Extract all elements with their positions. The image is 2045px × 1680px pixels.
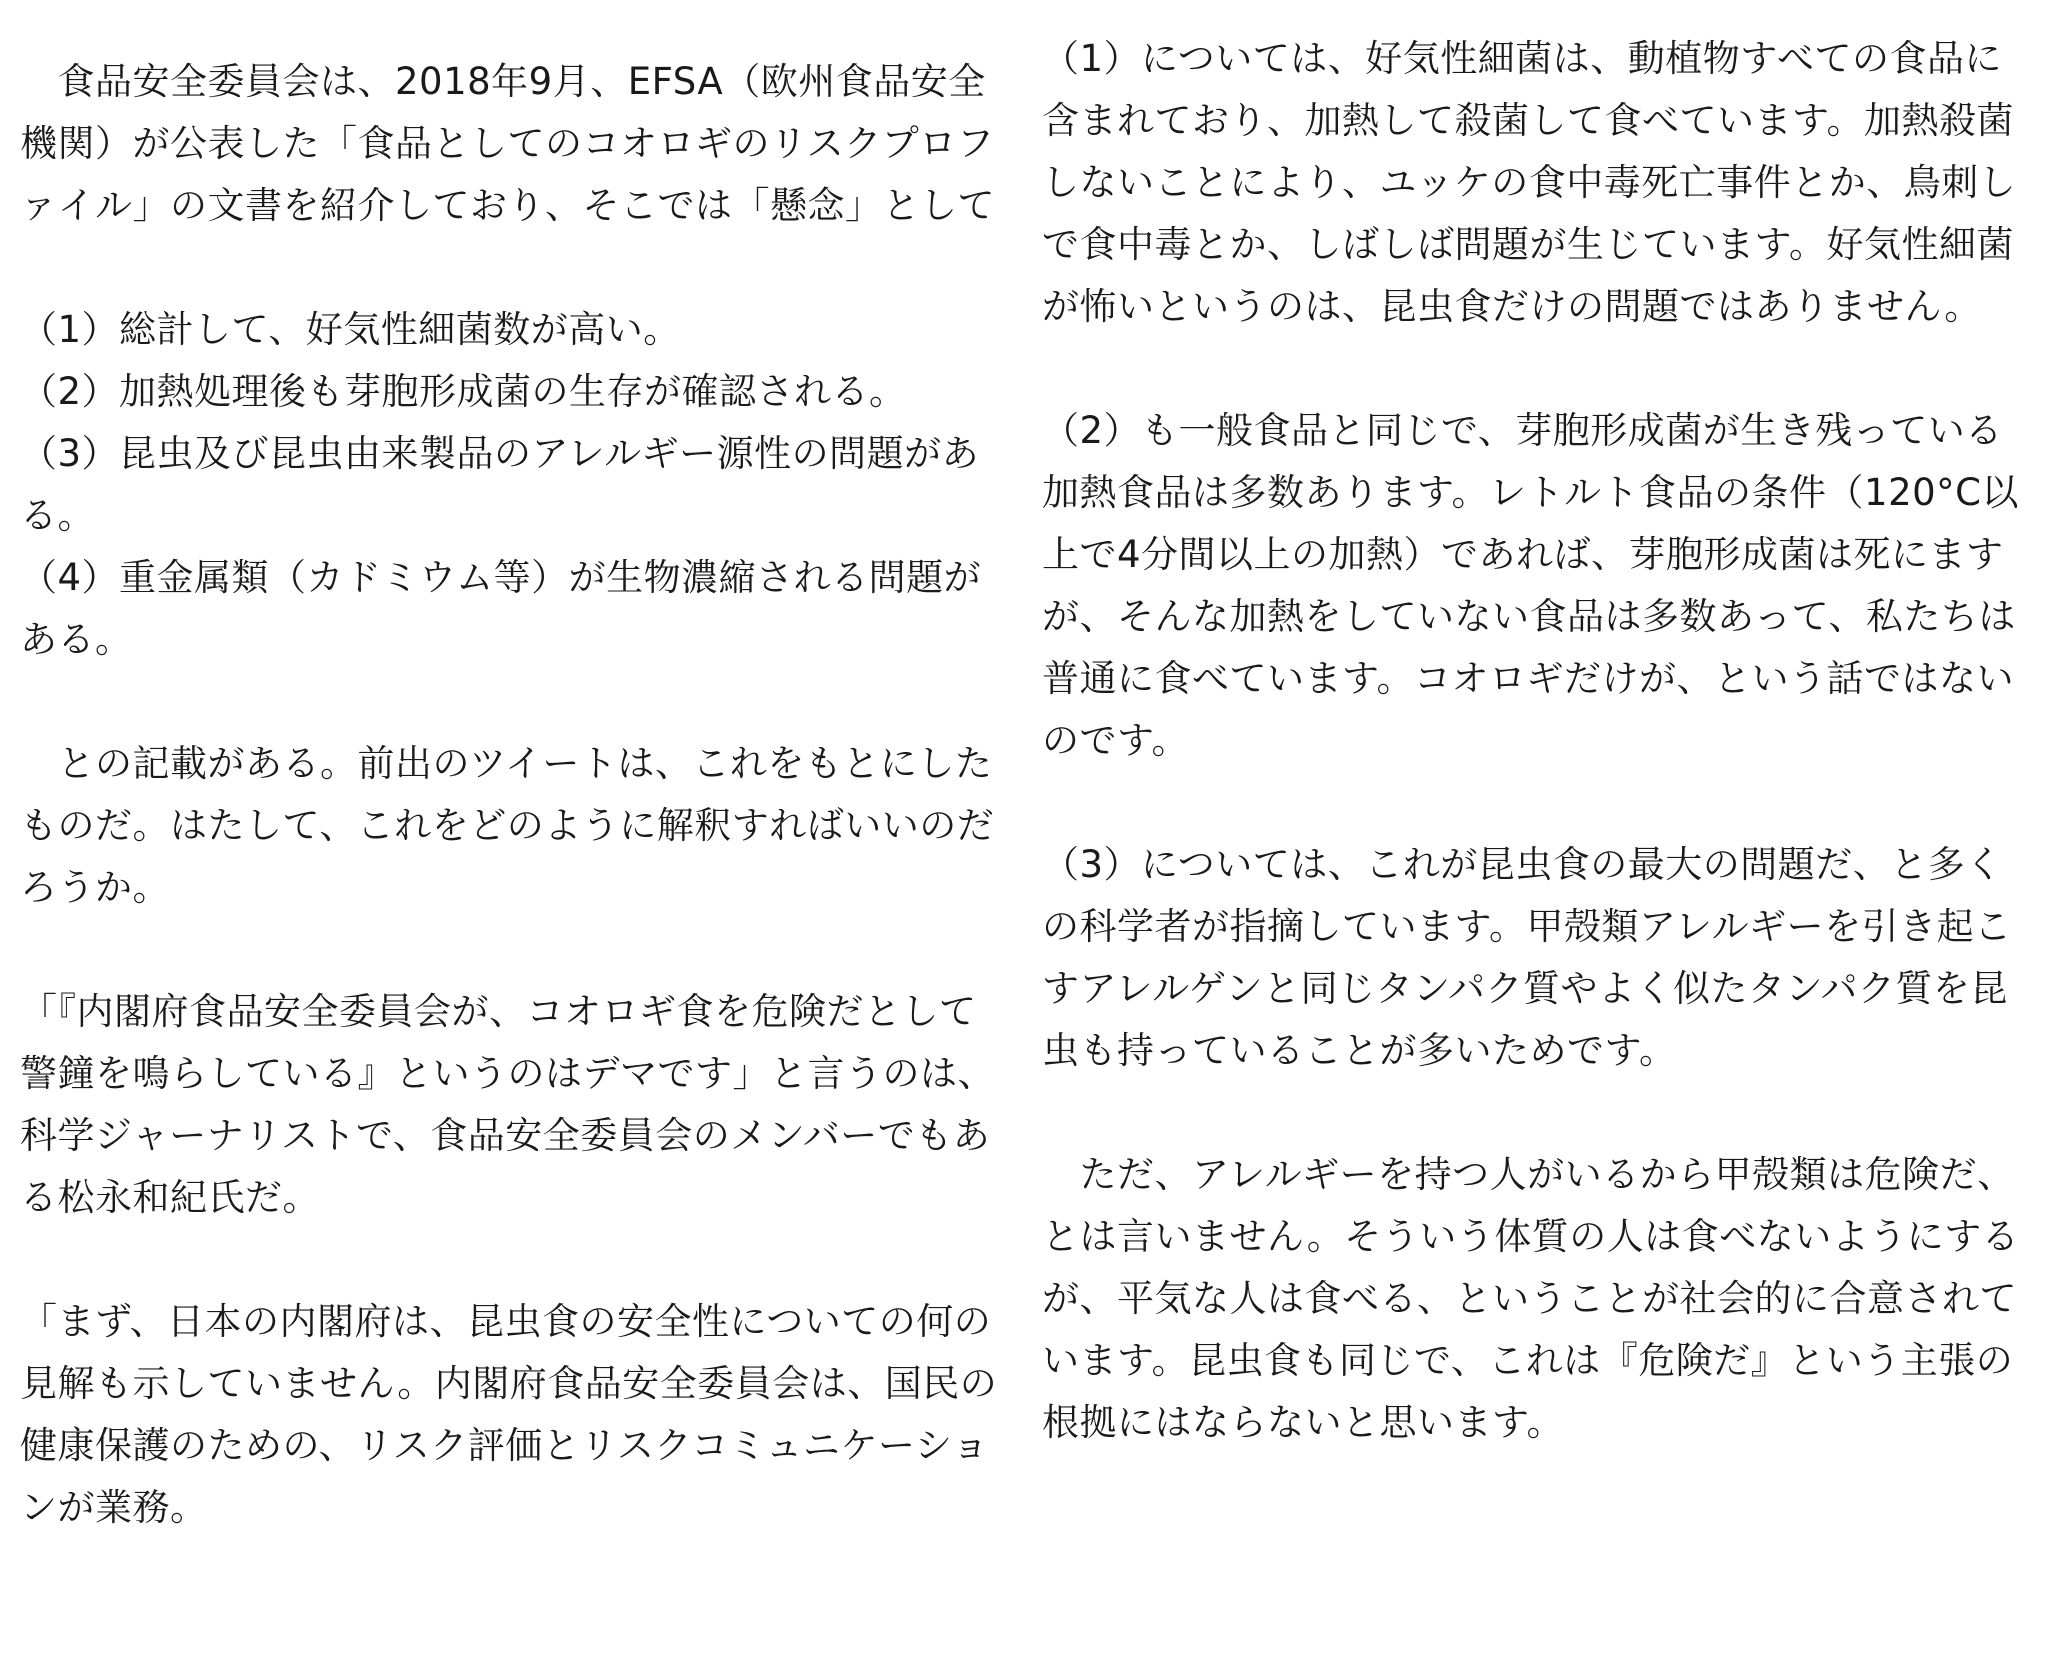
paragraph-gap [1042, 338, 2032, 400]
concern-1-explanation: （1）については、好気性細菌は、動植物すべての食品に含まれており、加熱して殺菌して食べています。加熱殺菌しないことにより、ユッケの食中毒死亡事件とか、鳥刺しで食中毒とか、しばしば問題が生じています。好気性細菌が怖いというのは、昆虫食だけの問題ではありません。 [1042, 37, 2017, 328]
concern-item-1: （1）総計して、好気性細菌数が高い。 [20, 308, 681, 351]
concern-2-explanation: （2）も一般食品と同じで、芽胞形成菌が生き残っている加熱食品は多数あります。レトルト食品の条件（120°C以上で4分間以上の加熱）であれば、芽胞形成菌は死にますが、そんな加熱をしていない食品は多数あって、私たちは普通に食べています。コオロギだけが、という話ではないのです。 [1042, 409, 2019, 762]
concern-item-2: （2）加熱処理後も芽胞形成菌の生存が確認される。 [20, 370, 907, 413]
paragraph-gap [20, 919, 1005, 981]
paragraph-gap [20, 671, 1005, 733]
right-column [1042, 0, 2032, 1454]
paragraph-gap [1042, 772, 2032, 834]
concern-item-4: （4）重金属類（カドミウム等）が生物濃縮される問題がある。 [20, 556, 982, 661]
after-concerns-paragraph: との記載がある。前出のツイートは、これをもとにしたものだ。はたして、これをどのように解釈すればいいのだろうか。 [20, 742, 995, 909]
quote-start-paragraph: 「まず、日本の内閣府は、昆虫食の安全性についての何の見解も示していません。内閣府食品安全委員会は、国民の健康保護のための、リスク評価とリスクコミュニケーションが業務。 [20, 1300, 998, 1529]
intro-paragraph: 食品安全委員会は、2018年9月、EFSA（欧州食品安全機関）が公表した「食品としてのコオロギのリスクプロファイル」の文書を紹介しており、そこでは「懸念」として [20, 60, 995, 227]
concern-item-3: （3）昆虫及び昆虫由来製品のアレルギー源性の問題がある。 [20, 432, 980, 537]
paragraph-gap [20, 1229, 1005, 1291]
concern-3-explanation: （3）については、これが昆虫食の最大の問題だ、と多くの科学者が指摘しています。甲殻類アレルギーを引き起こすアレルゲンと同じタンパク質やよく似たタンパク質を昆虫も持っていることが多いためです。 [1042, 843, 2012, 1072]
left-column [20, 0, 1005, 1539]
paragraph-gap [1042, 1082, 2032, 1144]
concerns-list [20, 299, 1005, 671]
allergy-consensus-paragraph: ただ、アレルギーを持つ人がいるから甲殻類は危険だ、とは言いません。そういう体質の人は食べないようにするが、平気な人は食べる、ということが社会的に合意されています。昆虫食も同じで、これは『危険だ』という主張の根拠にはならないと思います。 [1042, 1153, 2020, 1444]
paragraph-gap [20, 237, 1005, 299]
quote-intro-paragraph: 「『内閣府食品安全委員会が、コオロギ食を危険だとして警鐘を鳴らしている』というのはデマです」と言うのは、科学ジャーナリストで、食品安全委員会のメンバーでもある松永和紀氏だ。 [20, 990, 995, 1219]
